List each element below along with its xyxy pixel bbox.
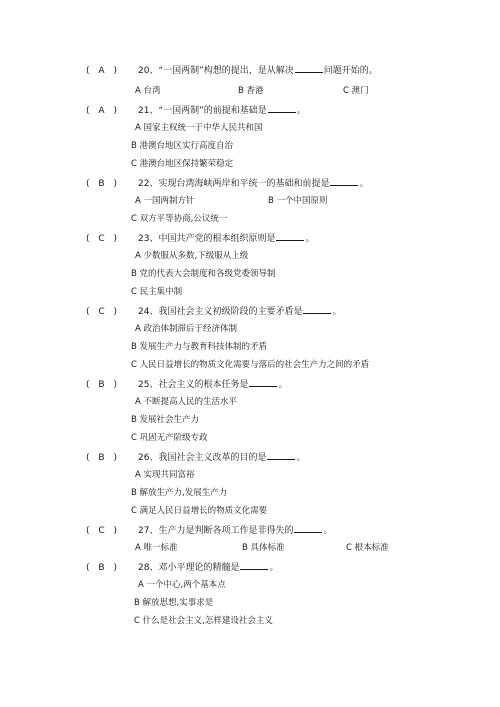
answer-paren: ( C ): [86, 526, 118, 536]
option-b: B 解放生产力,发展生产力: [131, 488, 228, 498]
option-b: B 发展生产力与教育科技体制的矛盾: [131, 342, 268, 352]
question-text-end: 问题开始的。: [323, 66, 378, 76]
question-text: 、“一国两制”的前提和基础是: [149, 106, 267, 116]
question-23: [86, 231, 314, 246]
option-a: A 实现共同富裕: [135, 470, 195, 480]
question-text-end: 。: [332, 307, 342, 317]
question-text: 、生产力是判断各项工作是非得失的: [149, 526, 294, 536]
question-number: 26: [138, 453, 150, 463]
option-b: B 解放思想,实事求是: [134, 598, 214, 608]
question-24: [86, 304, 341, 319]
question-20: [86, 63, 378, 78]
answer-letter: A: [98, 66, 105, 76]
answer-paren: ( C ): [86, 307, 118, 317]
answer-blank: [295, 63, 323, 73]
answer-blank: [294, 523, 322, 533]
answer-letter: B: [98, 179, 105, 189]
answer-letter: C: [98, 526, 105, 536]
option-c: C 人民日益增长的物质文化需要与落后的社会生产力之间的矛盾: [131, 360, 370, 370]
option-b: B 党的代表大会制度和各级党委领导制: [131, 269, 276, 279]
answer-blank: [303, 304, 331, 314]
question-text-end: 。: [296, 106, 306, 116]
answer-blank: [240, 560, 268, 570]
option-c: C 满足人民日益增长的物质文化需要: [131, 506, 268, 516]
question-text-end: 。: [278, 380, 288, 390]
option-b: B 具体标准: [242, 543, 285, 553]
answer-paren: ( B ): [86, 380, 118, 390]
answer-paren: ( B ): [86, 453, 118, 463]
answer-paren: ( C ): [86, 234, 118, 244]
option-c: C 根本标准: [346, 543, 389, 553]
question-text-end: 。: [323, 526, 333, 536]
option-b: B 香港: [238, 86, 264, 96]
answer-letter: B: [98, 380, 105, 390]
question-number: 27: [138, 526, 150, 536]
question-number: 25: [138, 380, 150, 390]
option-a: A 一个中心,两个基本点: [138, 580, 226, 590]
option-c: C 港澳台地区保持繁荣稳定: [131, 159, 234, 169]
answer-paren: ( A ): [86, 66, 118, 76]
answer-blank: [330, 176, 358, 186]
answer-blank: [249, 377, 277, 387]
question-number: 23: [138, 234, 150, 244]
answer-letter: C: [98, 234, 105, 244]
question-number: 28: [138, 563, 150, 573]
option-a: A 少数服从多数,下级服从上级: [135, 251, 249, 261]
question-21: [86, 103, 306, 118]
option-c: C 双方平等协商,公议统一: [131, 214, 228, 224]
option-b: B 发展社会生产力: [131, 415, 200, 425]
question-text: 、我国社会主义改革的目的是: [149, 453, 267, 463]
option-c: C 澳门: [343, 86, 369, 96]
question-number: 22: [138, 179, 150, 189]
answer-blank: [267, 450, 295, 460]
question-text: 、我国社会主义初级阶段的主要矛盾是: [149, 307, 303, 317]
question-text: 、实现台湾海峡两岸和平统一的基础和前提是: [149, 179, 330, 189]
answer-letter: B: [98, 453, 105, 463]
answer-letter: B: [98, 563, 105, 573]
option-a: A 台湾: [135, 86, 161, 96]
option-a: A 一国两制方针: [135, 196, 195, 206]
answer-paren: ( B ): [86, 179, 118, 189]
question-22: [86, 176, 368, 191]
option-c: C 巩固无产阶级专政: [131, 433, 208, 443]
question-text: 、邓小平理论的精髓是: [149, 563, 240, 573]
option-a: A 唯一标准: [135, 543, 178, 553]
question-text-end: 。: [359, 179, 369, 189]
question-text: 、社会主义的根本任务是: [149, 380, 249, 390]
option-c: C 民主集中制: [131, 287, 183, 297]
answer-letter: A: [98, 106, 105, 116]
question-number: 24: [138, 307, 150, 317]
question-27: [86, 523, 332, 538]
question-text-end: 。: [296, 453, 306, 463]
question-28: [86, 560, 278, 575]
answer-blank: [276, 231, 304, 241]
answer-blank: [268, 103, 296, 113]
question-26: [86, 450, 305, 465]
option-a: A 政治体制滞后于经济体制: [135, 324, 238, 334]
question-text-end: 。: [305, 234, 315, 244]
option-b: B 港澳台地区实行高度自治: [131, 141, 234, 151]
option-b: B 一个中国原则: [268, 196, 328, 206]
question-text: 、中国共产党的根本组织原则是: [149, 234, 276, 244]
question-number: 20: [138, 66, 150, 76]
option-a: A 不断提高人民的生活水平: [135, 397, 238, 407]
answer-paren: ( A ): [86, 106, 118, 116]
answer-paren: ( B ): [86, 563, 118, 573]
question-25: [86, 377, 287, 392]
option-c: C 什么是社会主义,怎样建设社会主义: [134, 616, 273, 626]
question-number: 21: [138, 106, 150, 116]
option-a: A 国家主权统一于中华人民共和国: [135, 123, 263, 133]
question-text-end: 。: [269, 563, 279, 573]
answer-letter: C: [98, 307, 105, 317]
question-text: 、“一国两制”构想的提出，是从解决: [149, 66, 294, 76]
